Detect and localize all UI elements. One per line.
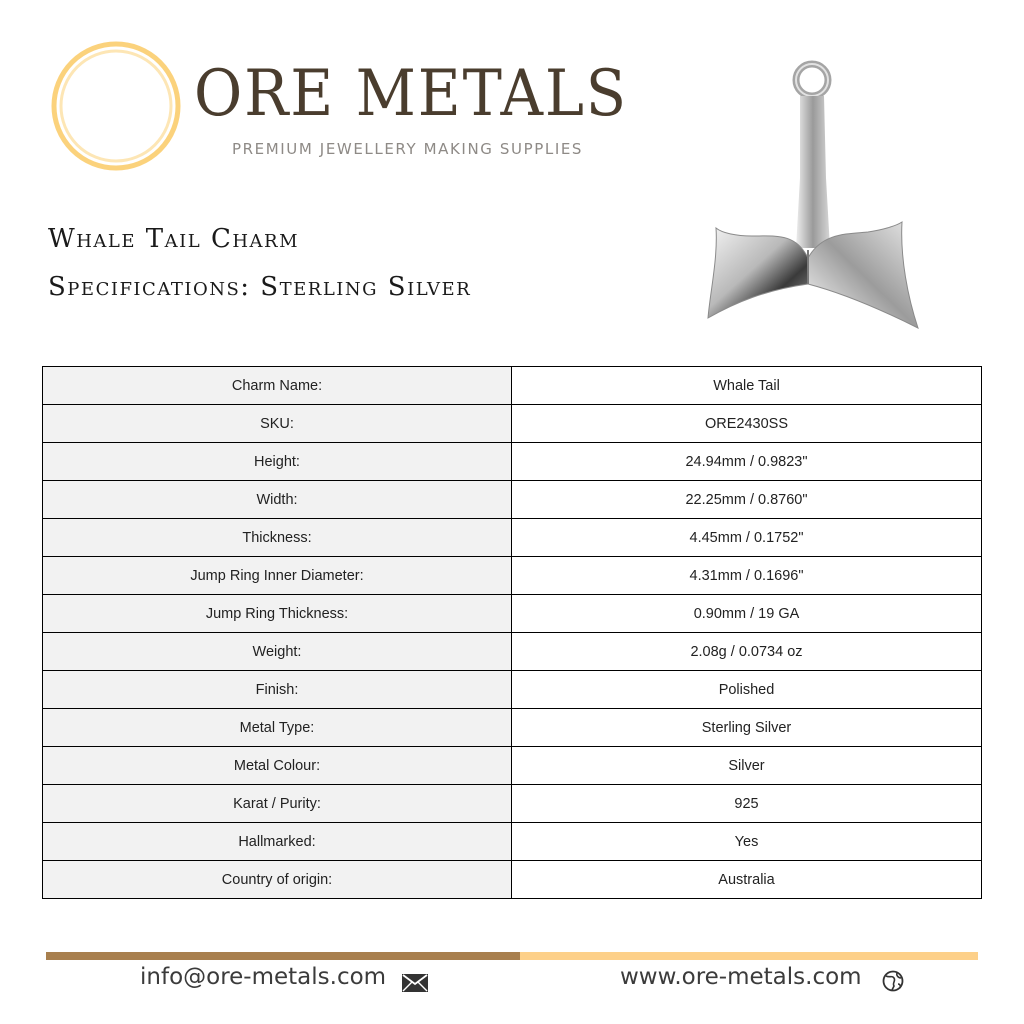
spec-row <box>43 823 982 861</box>
spec-row <box>43 519 982 557</box>
spec-label: Finish: <box>43 671 512 709</box>
globe-icon <box>882 970 904 992</box>
spec-value: Whale Tail <box>512 367 982 405</box>
spec-row <box>43 367 982 405</box>
spec-row <box>43 747 982 785</box>
spec-label: Weight: <box>43 633 512 671</box>
spec-value: Polished <box>512 671 982 709</box>
spec-value: 925 <box>512 785 982 823</box>
spec-label: Country of origin: <box>43 861 512 899</box>
spec-row <box>43 405 982 443</box>
footer-bar-right <box>520 952 978 960</box>
spec-label: Charm Name: <box>43 367 512 405</box>
spec-row <box>43 557 982 595</box>
spec-label: Karat / Purity: <box>43 785 512 823</box>
spec-label: Height: <box>43 443 512 481</box>
spec-value: Yes <box>512 823 982 861</box>
spec-row <box>43 595 982 633</box>
spec-label: Jump Ring Inner Diameter: <box>43 557 512 595</box>
spec-label: Jump Ring Thickness: <box>43 595 512 633</box>
spec-value: Australia <box>512 861 982 899</box>
footer-bar-left <box>46 952 520 960</box>
email-link[interactable]: info@ore-metals.com <box>140 964 387 990</box>
spec-value: 24.94mm / 0.9823" <box>512 443 982 481</box>
spec-row <box>43 709 982 747</box>
gold-ring-icon <box>50 40 182 172</box>
specifications-table <box>42 366 982 899</box>
spec-row <box>43 633 982 671</box>
spec-value: 4.45mm / 0.1752" <box>512 519 982 557</box>
spec-label: Thickness: <box>43 519 512 557</box>
spec-value: 2.08g / 0.0734 oz <box>512 633 982 671</box>
brand-name: ORE METALS <box>194 57 628 131</box>
brand-tagline: PREMIUM JEWELLERY MAKING SUPPLIES <box>232 140 584 158</box>
spec-row <box>43 785 982 823</box>
spec-row <box>43 671 982 709</box>
spec-label: Metal Type: <box>43 709 512 747</box>
whale-tail-charm-icon <box>696 58 928 340</box>
spec-value: 4.31mm / 0.1696" <box>512 557 982 595</box>
spec-value: Sterling Silver <box>512 709 982 747</box>
spec-label: SKU: <box>43 405 512 443</box>
spec-row <box>43 481 982 519</box>
product-subtitle: Specifications: Sterling Silver <box>48 272 472 302</box>
envelope-icon <box>402 974 428 992</box>
spec-label: Metal Colour: <box>43 747 512 785</box>
spec-value: Silver <box>512 747 982 785</box>
spec-value: 0.90mm / 19 GA <box>512 595 982 633</box>
product-title: Whale Tail Charm <box>48 224 300 254</box>
spec-label: Hallmarked: <box>43 823 512 861</box>
spec-label: Width: <box>43 481 512 519</box>
spec-value: 22.25mm / 0.8760" <box>512 481 982 519</box>
spec-value: ORE2430SS <box>512 405 982 443</box>
spec-row <box>43 443 982 481</box>
spec-row <box>43 861 982 899</box>
website-link[interactable]: www.ore-metals.com <box>620 964 862 990</box>
